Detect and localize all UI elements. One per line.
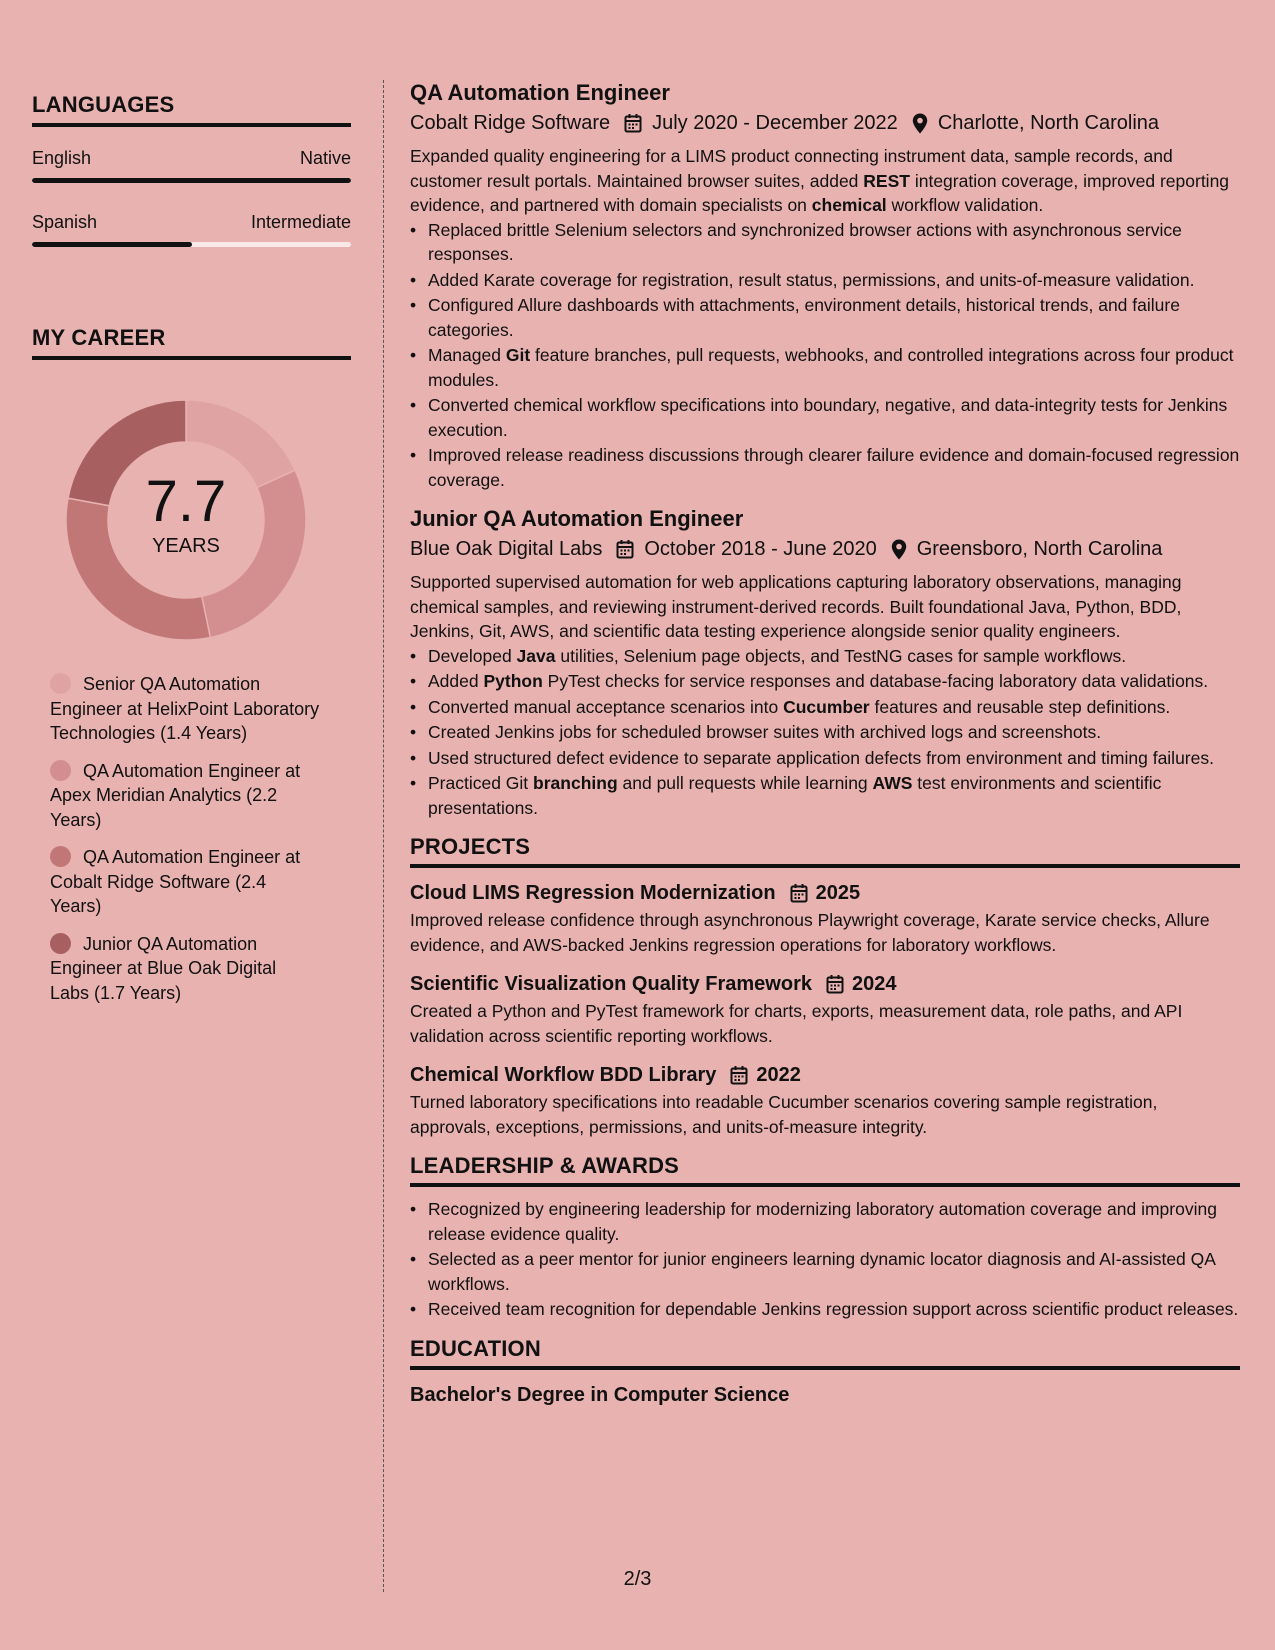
leadership-item: • Received team recognition for dependable Jenkins regression support across scientific product releases.	[410, 1297, 1240, 1322]
column-divider	[383, 80, 384, 1592]
career-legend-label: Senior QA Automation Engineer at HelixPoint Laboratory Technologies (1.4 Years)	[50, 674, 320, 743]
job-summary: Expanded quality engineering for a LIMS product connecting instrument data, sample records, and customer result portals. Maintained browser suites, added REST integration coverage, improved reporting evidence, and partnered with domain specialists on chemical workflow validation.	[410, 146, 1230, 215]
job-dates: July 2020 - December 2022	[652, 112, 898, 134]
job-bullet: • Improved release readiness discussions through clearer failure evidence and domain-focused regression coverage.	[410, 443, 1240, 492]
legend-dot	[50, 760, 71, 781]
project-year: 2024	[851, 973, 897, 995]
leadership-item: • Recognized by engineering leadership for modernizing laboratory automation coverage and improving release evidence quality.	[410, 1197, 1240, 1246]
job-bullet: • Converted chemical workflow specifications into boundary, negative, and data-integrity tests for Jenkins execution.	[410, 393, 1240, 442]
job-location: Charlotte, North Carolina	[937, 112, 1160, 134]
sidebar	[32, 92, 351, 1018]
job-bullet: • Managed Git feature branches, pull requests, webhooks, and controlled integrations across four product modules.	[410, 343, 1240, 392]
calendar-icon	[624, 113, 642, 133]
language-name: Spanish	[32, 212, 98, 232]
career-legend-item	[50, 759, 320, 833]
job-meta	[410, 108, 1240, 138]
main-content	[410, 78, 1240, 1410]
project-name: Scientific Visualization Quality Framework	[410, 973, 812, 995]
career-legend-label: QA Automation Engineer at Cobalt Ridge Software (2.4 Years)	[50, 847, 301, 916]
map-pin-icon	[891, 539, 907, 560]
language-proficiency-fill	[32, 242, 192, 247]
career-legend-label: Junior QA Automation Engineer at Blue Oak Digital Labs (1.7 Years)	[50, 933, 277, 1003]
project-description: Turned laboratory specifications into readable Cucumber scenarios covering sample registration, approvals, exceptions, permissions, and units-of-measure integrity.	[410, 1092, 1158, 1137]
career-total-years: 7.7	[145, 469, 227, 534]
calendar-icon	[790, 883, 808, 903]
company-name: Cobalt Ridge Software	[410, 112, 611, 134]
career-legend	[50, 672, 320, 1005]
job-bullet: • Developed Java utilities, Selenium page objects, and TestNG cases for sample workflows.	[410, 644, 1240, 669]
legend-dot	[50, 933, 71, 954]
project-name: Cloud LIMS Regression Modernization	[410, 882, 776, 904]
career-legend-item	[50, 932, 320, 1006]
company-name: Blue Oak Digital Labs	[410, 538, 603, 560]
education-degree: Bachelor's Degree in Computer Science	[410, 1383, 790, 1406]
leadership-heading: LEADERSHIP & AWARDS	[410, 1153, 1240, 1187]
language-level: Intermediate	[250, 212, 351, 232]
project-year: 2025	[815, 882, 861, 904]
language-proficiency-bar	[32, 178, 351, 183]
job-bullets	[410, 644, 1240, 821]
job-bullet: • Converted manual acceptance scenarios into Cucumber features and reusable step definitions.	[410, 695, 1240, 720]
leadership-list	[410, 1197, 1240, 1322]
project-entry	[410, 878, 1240, 957]
language-proficiency-fill	[32, 178, 351, 183]
job-bullets	[410, 218, 1240, 493]
job-bullet: • Added Python PyTest checks for service responses and database-facing laboratory data validations.	[410, 669, 1240, 694]
project-entry	[410, 1060, 1240, 1139]
career-legend-item	[50, 672, 320, 746]
job-bullet: • Created Jenkins jobs for scheduled browser suites with archived logs and screenshots.	[410, 720, 1240, 745]
leadership-item: • Selected as a peer mentor for junior engineers learning dynamic locator diagnosis and AI-assisted QA workflows.	[410, 1247, 1240, 1296]
job-bullet: • Practiced Git branching and pull requests while learning AWS test environments and scientific presentations.	[410, 771, 1240, 820]
education-heading: EDUCATION	[410, 1336, 1240, 1370]
language-proficiency-bar	[32, 242, 351, 247]
job-bullet: • Configured Allure dashboards with attachments, environment details, historical trends, and failure categories.	[410, 293, 1240, 342]
legend-dot	[50, 673, 71, 694]
job-title: Junior QA Automation Engineer	[410, 506, 744, 531]
languages-heading: LANGUAGES	[32, 92, 351, 127]
calendar-icon	[616, 539, 634, 559]
career-legend-label: QA Automation Engineer at Apex Meridian Analytics (2.2 Years)	[50, 760, 301, 830]
legend-dot	[50, 846, 71, 867]
experience-entry	[410, 504, 1240, 820]
map-pin-icon	[912, 113, 928, 134]
career-donut-chart	[66, 400, 306, 640]
job-bullet: • Added Karate coverage for registration, result status, permissions, and units-of-measure validation.	[410, 268, 1240, 293]
job-bullet: • Replaced brittle Selenium selectors and synchronized browser actions with asynchronous service responses.	[410, 218, 1240, 267]
job-title: QA Automation Engineer	[410, 80, 670, 105]
project-description: Improved release confidence through asynchronous Playwright coverage, Karate service checks, Allure evidence, and AWS-backed Jenkins regression operations for laboratory workflows.	[410, 910, 1210, 955]
experience-entry	[410, 78, 1240, 492]
career-total-unit: YEARS	[152, 535, 220, 557]
donut-center	[66, 469, 306, 558]
career-heading: MY CAREER	[32, 325, 351, 360]
job-meta	[410, 534, 1240, 564]
language-item-english	[32, 147, 351, 183]
language-item-spanish	[32, 211, 351, 247]
calendar-icon	[730, 1065, 748, 1085]
project-entry	[410, 969, 1240, 1048]
career-legend-item	[50, 845, 320, 919]
project-name: Chemical Workflow BDD Library	[410, 1064, 717, 1086]
job-summary: Supported supervised automation for web applications capturing laboratory observations, managing chemical samples, and reviewing instrument-derived records. Built foundational Java, Python, BDD, Jenkins, Git, AWS, and scientific data testing experience alongside senior quality engineers.	[410, 572, 1182, 641]
job-bullet: • Used structured defect evidence to separate application defects from environment and timing failures.	[410, 746, 1240, 771]
job-dates: October 2018 - June 2020	[644, 538, 877, 560]
language-name: English	[32, 148, 92, 168]
language-level: Native	[299, 148, 351, 168]
projects-heading: PROJECTS	[410, 834, 1240, 868]
calendar-icon	[826, 974, 844, 994]
page-number: 2/3	[623, 1568, 652, 1590]
job-location: Greensboro, North Carolina	[916, 538, 1163, 560]
project-description: Created a Python and PyTest framework for charts, exports, measurement data, role paths, and API validation across scientific reporting workflows.	[410, 1001, 1183, 1046]
project-year: 2022	[756, 1064, 801, 1086]
